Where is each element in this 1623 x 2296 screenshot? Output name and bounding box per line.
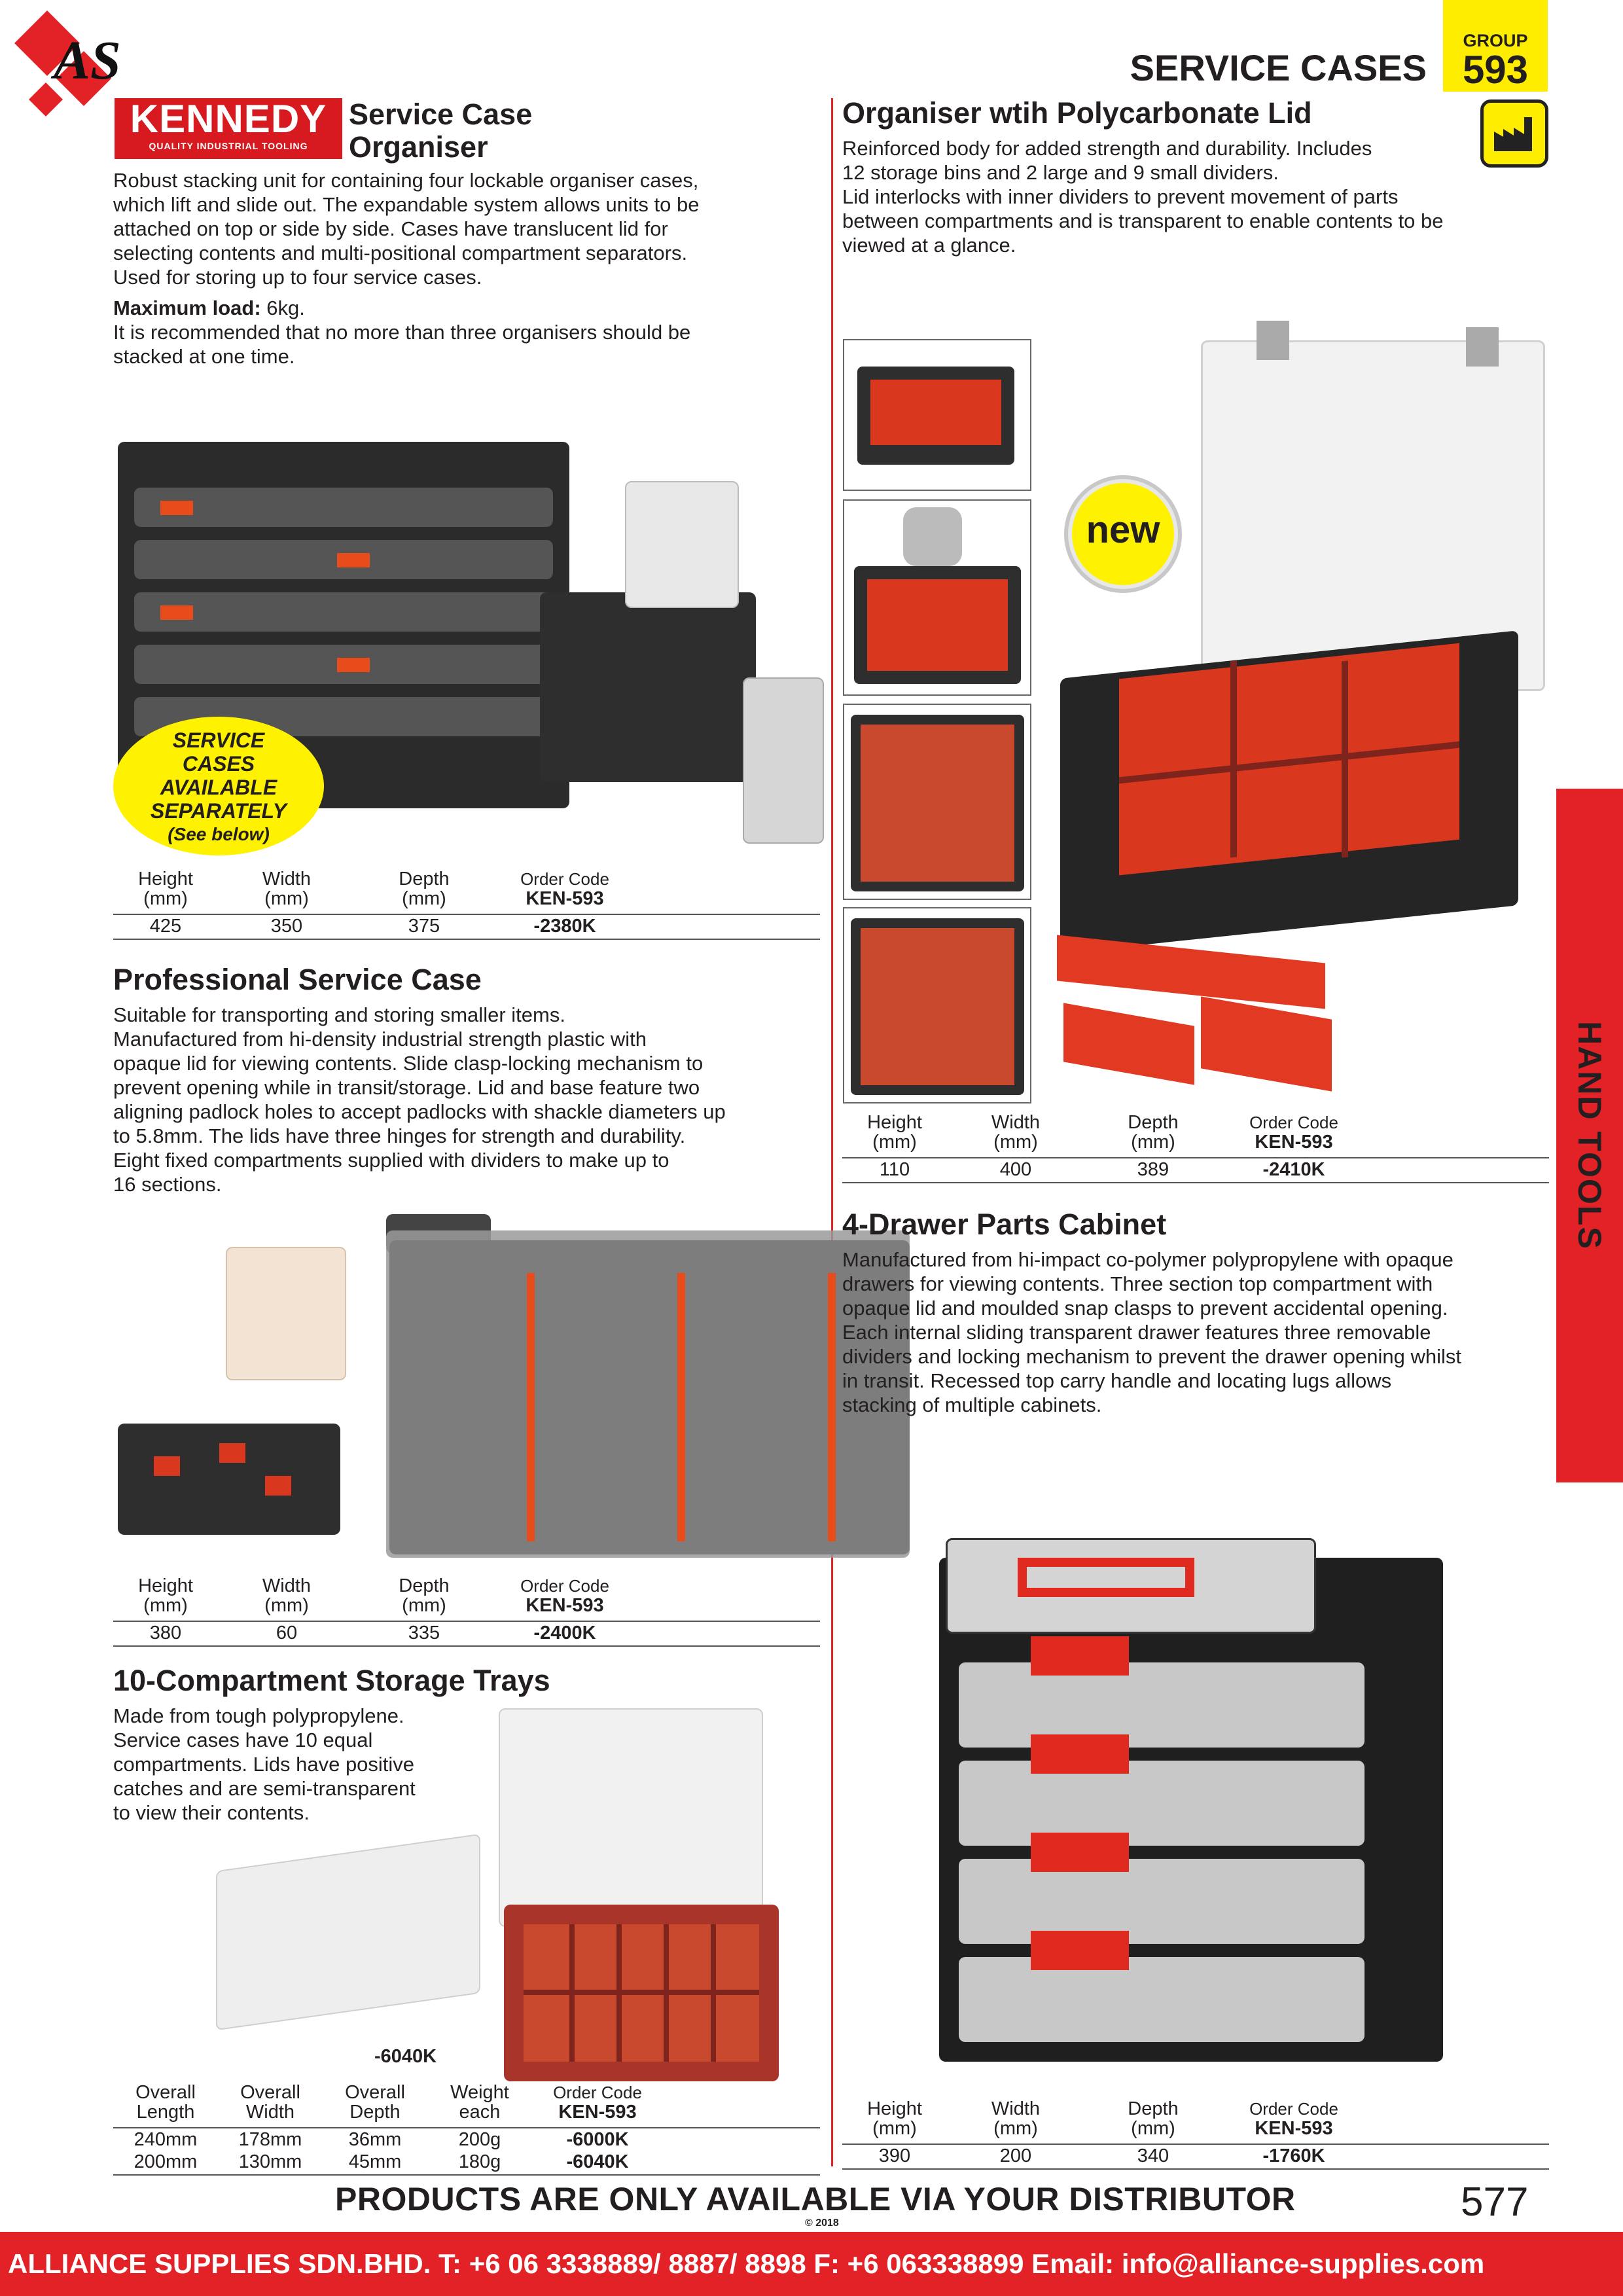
group-label: GROUP (1463, 31, 1528, 50)
spec-cell: 130mm (238, 2151, 302, 2172)
spec-header-unit: (mm) (264, 1595, 309, 1616)
spec-header-unit: (mm) (143, 1595, 188, 1616)
storage-trays-title: 10-Compartment Storage Trays (113, 1664, 550, 1697)
spec-header: Height (138, 1575, 193, 1596)
spec-row (842, 1158, 1549, 1181)
kennedy-logo-text: KENNEDY (130, 97, 327, 141)
spec-cell: 390 (878, 2145, 911, 2166)
spec-cell: 389 (1137, 1159, 1169, 1180)
spec-row (113, 2151, 820, 2173)
spec-header-code: KEN-593 (526, 888, 604, 909)
title-line-2: Organiser (349, 130, 488, 164)
spec-header: Depth (399, 1575, 450, 1596)
spec-cell: 340 (1137, 2145, 1169, 2166)
organiser-polycarbonate-image (1047, 314, 1551, 1113)
copyright: © 2018 (805, 2217, 839, 2229)
spec-header: Order Code (553, 2083, 642, 2102)
spec-cell: 375 (408, 916, 440, 937)
spec-header-unit: Depth (349, 2102, 401, 2123)
spec-header-unit: (mm) (872, 2118, 917, 2139)
order-code: -6040K (566, 2151, 629, 2172)
spec-header-row (113, 1576, 820, 1615)
thumbnail-image (843, 704, 1031, 900)
side-tab (1556, 789, 1623, 1482)
drawer-cabinet-spec-table (842, 2099, 1549, 2170)
spec-header: Width (991, 2098, 1041, 2119)
callout-line: SEPARATELY (150, 799, 287, 823)
spec-cell: 45mm (348, 2151, 402, 2172)
spec-cell: 200mm (134, 2151, 198, 2172)
as-logo-text: AS (54, 30, 121, 91)
spec-header-code: KEN-593 (1255, 1132, 1333, 1153)
spec-header: Depth (399, 869, 450, 889)
spec-cell: 200g (458, 2129, 501, 2150)
drawer-cabinet-title: 4-Drawer Parts Cabinet (842, 1208, 1167, 1241)
spec-header-unit: (mm) (993, 2118, 1038, 2139)
text-line: It is recommended that no more than three organisers should be (113, 321, 691, 344)
spec-cell: 36mm (348, 2129, 402, 2150)
callout-line: (See below) (168, 824, 270, 844)
spec-header: Depth (1128, 1112, 1179, 1133)
drawer-cabinet-description (842, 1247, 1549, 1417)
page-number: 577 (1461, 2179, 1529, 2225)
order-code: -6000K (566, 2129, 629, 2150)
max-load (113, 296, 820, 320)
spec-row (113, 2128, 820, 2151)
group-number: 593 (1462, 48, 1529, 92)
spec-header: Height (138, 869, 193, 889)
max-load-value: 6kg. (260, 296, 305, 319)
spec-header-code: KEN-593 (1255, 2118, 1333, 2139)
text-line: opaque lid and moulded snap clasps to prevent accidental opening. (842, 1297, 1448, 1319)
text-line: drawers for viewing contents. Three section top compartment with (842, 1272, 1433, 1295)
spec-header-row (113, 2083, 820, 2122)
spec-row (842, 2145, 1549, 2167)
spec-header: Overall (345, 2082, 405, 2103)
text-line: opaque lid for viewing contents. Slide clasp-locking mechanism to (113, 1052, 704, 1075)
text-line: catches and are semi-transparent (113, 1777, 416, 1800)
text-line: stacked at one time. (113, 345, 295, 368)
service-case-organiser-title (349, 98, 532, 164)
text-line: viewed at a glance. (842, 234, 1016, 257)
order-code: -2400K (533, 1623, 596, 1643)
service-case-organiser-spec-table (113, 869, 820, 940)
spec-row (113, 1622, 820, 1644)
storage-trays-spec-table (113, 2083, 820, 2176)
text-line: 16 sections. (113, 1173, 222, 1196)
text-line: to 5.8mm. The lids have three hinges for strength and durability. (113, 1124, 686, 1147)
text-line: Robust stacking unit for containing four lockable organiser cases, (113, 169, 699, 192)
spec-header-unit: Length (136, 2102, 195, 2123)
distributor-contact: ALLIANCE SUPPLIES SDN.BHD. T: +6 06 3338889/ 8887/ 8898 F: +6 063338899 Email: info@alliance-supplies.com (8, 2248, 1485, 2279)
text-line: Service cases have 10 equal (113, 1729, 373, 1751)
spec-cell: 425 (149, 916, 182, 937)
order-code: -2410K (1262, 1159, 1325, 1180)
spec-header-unit: (mm) (402, 1595, 446, 1616)
image-label: -6040K (374, 2046, 437, 2067)
group-badge (1443, 0, 1548, 92)
spec-cell: 110 (879, 1159, 910, 1180)
spec-header-code: KEN-593 (558, 2102, 637, 2123)
kennedy-logo-tagline: QUALITY INDUSTRIAL TOOLING (149, 141, 308, 151)
spec-header: Width (262, 1575, 312, 1596)
new-badge (1064, 475, 1182, 593)
spec-header-unit: (mm) (143, 888, 188, 909)
organiser-polycarbonate-title: Organiser wtih Polycarbonate Lid (842, 96, 1312, 130)
spec-header: Order Code (520, 1576, 609, 1596)
spec-header-unit: each (459, 2102, 501, 2123)
spec-cell: 180g (458, 2151, 501, 2172)
spec-header: Order Code (1249, 1113, 1338, 1132)
spec-header: Overall (240, 2082, 300, 2103)
spec-header-unit: (mm) (872, 1132, 917, 1153)
text-line: Lid interlocks with inner dividers to prevent movement of parts (842, 185, 1399, 208)
text-line: Made from tough polypropylene. (113, 1704, 404, 1727)
spec-cell: 240mm (134, 2129, 198, 2150)
text-line: Manufactured from hi-impact co-polymer polypropylene with opaque (842, 1248, 1454, 1271)
kennedy-logo (115, 98, 342, 159)
text-line: Manufactured from hi-density industrial strength plastic with (113, 1028, 647, 1050)
max-load-label: Maximum load: (113, 296, 261, 319)
column-divider (831, 98, 833, 2166)
spec-row (113, 915, 820, 937)
callout-line: CASES (182, 752, 255, 776)
text-line: in transit. Recessed top carry handle and locating lugs allows (842, 1369, 1392, 1392)
callout-line: AVAILABLE (160, 776, 277, 799)
page-title: SERVICE CASES (1130, 47, 1427, 88)
spec-cell: 60 (276, 1623, 298, 1643)
storage-trays-image (216, 1708, 812, 2081)
text-line: Suitable for transporting and storing smaller items. (113, 1003, 565, 1026)
callout-badge (113, 717, 324, 855)
spec-header-unit: (mm) (1131, 1132, 1175, 1153)
thumbnail-image (843, 499, 1031, 696)
distributor-notice: PRODUCTS ARE ONLY AVAILABLE VIA YOUR DISTRIBUTOR (335, 2181, 1296, 2217)
footer-bar (0, 2232, 1623, 2296)
professional-service-case-spec-table (113, 1576, 820, 1647)
thumbnail-image (843, 339, 1031, 491)
text-line: to view their contents. (113, 1801, 310, 1824)
title-line-1: Service Case (349, 98, 533, 131)
spec-header: Depth (1128, 2098, 1179, 2119)
text-line: compartments. Lids have positive (113, 1753, 415, 1776)
professional-service-case-title: Professional Service Case (113, 963, 482, 996)
spec-cell: 178mm (238, 2129, 302, 2150)
new-badge-label: new (1086, 509, 1160, 551)
text-line: stacking of multiple cabinets. (842, 1393, 1102, 1416)
spec-cell: 335 (408, 1623, 440, 1643)
text-line: Eight fixed compartments supplied with dividers to make up to (113, 1149, 669, 1172)
text-line: aligning padlock holes to accept padlocks with shackle diameters up (113, 1100, 726, 1123)
spec-cell: 380 (149, 1623, 182, 1643)
spec-header-unit: Width (245, 2102, 295, 2123)
spec-header: Height (867, 1112, 922, 1133)
thumbnail-image (843, 907, 1031, 1103)
text-line: Used for storing up to four service cases. (113, 266, 482, 289)
spec-header: Weight (450, 2082, 509, 2103)
organiser-polycarbonate-spec-table (842, 1113, 1549, 1183)
spec-header-unit: (mm) (993, 1132, 1038, 1153)
order-code: -2380K (533, 916, 596, 937)
spec-header-unit: (mm) (402, 888, 446, 909)
text-line: which lift and slide out. The expandable system allows units to be (113, 193, 700, 216)
spec-cell: 350 (270, 916, 303, 937)
spec-header-unit: (mm) (1131, 2118, 1175, 2139)
order-code: -1760K (1262, 2145, 1325, 2166)
text-line: dividers and locking mechanism to prevent the drawer opening whilst (842, 1345, 1461, 1368)
spec-header: Width (262, 869, 312, 889)
spec-cell: 200 (999, 2145, 1032, 2166)
drawer-cabinet-image (933, 1499, 1456, 2055)
callout-line: SERVICE (172, 728, 265, 752)
spec-header-row (842, 1113, 1549, 1152)
text-line: 12 storage bins and 2 large and 9 small dividers. (842, 161, 1279, 184)
spec-header-unit: (mm) (264, 888, 309, 909)
text-line: attached on top or side by side. Cases have translucent lid for (113, 217, 668, 240)
spec-header-row (113, 869, 820, 908)
spec-header-code: KEN-593 (526, 1595, 604, 1616)
text-line: between compartments and is transparent to enable contents to be (842, 209, 1444, 232)
spec-header: Order Code (520, 869, 609, 889)
spec-header: Overall (135, 2082, 196, 2103)
professional-service-case-image (115, 1214, 821, 1568)
spec-header: Height (867, 2098, 922, 2119)
spec-header: Order Code (1249, 2099, 1338, 2119)
spec-cell: 400 (999, 1159, 1032, 1180)
spec-header-row (842, 2099, 1549, 2138)
service-case-organiser-description (113, 168, 820, 368)
organiser-polycarbonate-description (842, 136, 1549, 257)
text-line: Each internal sliding transparent drawer features three removable (842, 1321, 1431, 1344)
spec-header: Width (991, 1112, 1041, 1133)
text-line: selecting contents and multi-positional compartment separators. (113, 242, 688, 264)
service-case-organiser-image (115, 429, 821, 861)
text-line: prevent opening while in transit/storage. Lid and base feature two (113, 1076, 700, 1099)
side-tab-label: HAND TOOLS (1571, 1021, 1608, 1250)
text-line: Reinforced body for added strength and durability. Includes (842, 137, 1372, 160)
professional-service-case-description (113, 1003, 820, 1196)
